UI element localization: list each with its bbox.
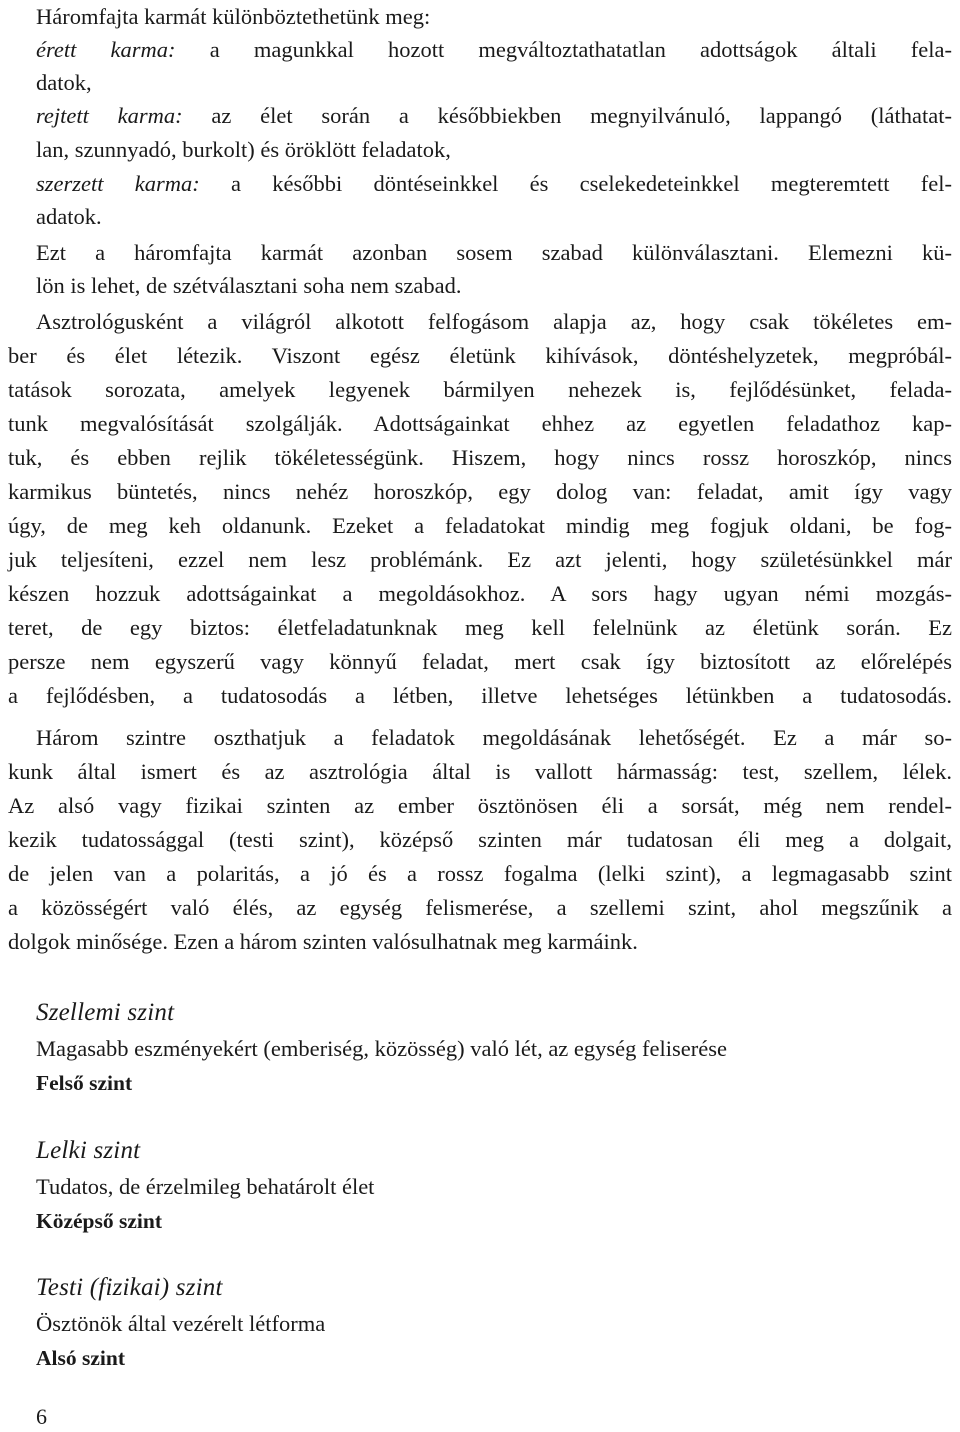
level-emotional (36, 1134, 952, 1238)
hidden-karma-line-cont: lan, szunnyadó, burkolt) és öröklött feladatok, (36, 137, 451, 162)
hidden-karma-line (36, 99, 952, 133)
paragraph-line: persze nem egyszerű vagy könnyű feladat, mert csak így biztosított az előrelépés (8, 649, 952, 674)
acquired-karma-text: a későbbi döntéseinkkel és cselekedeteinkkel megteremtett fel- (199, 171, 952, 196)
acquired-karma-line (36, 167, 952, 201)
paragraph-line: kezik tudatossággal (testi szint), középső szinten már tudatosan éli meg a dolgait, (8, 827, 952, 852)
paragraph-line: készen hozzuk adottságainkat a megoldásokhoz. A sors hagy ugyan némi mozgás- (8, 581, 952, 606)
paragraph-line: úgy, de meg keh oldanunk. Ezeket a feladatokat mindig meg fogjuk oldani, be fog- (8, 513, 952, 538)
mature-karma-text: a magunkkal hozott megváltoztathatatlan adottságok általi fela- (175, 37, 952, 62)
level-physical (36, 1271, 952, 1375)
paragraph-line: Ezt a háromfajta karmát azonban sosem szabad különválasztani. Elemezni kü- (36, 240, 952, 265)
mature-karma-term: érett karma: (36, 37, 176, 62)
level-name: Szellemi szint (36, 999, 175, 1026)
level-name: Lelki szint (36, 1137, 141, 1164)
paragraph-line: tatások sorozata, amelyek legyenek bármilyen nehezek is, fejlődésünket, felada- (8, 377, 952, 402)
paragraph-line: de jelen van a polaritás, a jó és a rossz fogalma (lelki szint), a legmagasabb szint (8, 861, 952, 886)
acquired-karma-term: szerzett karma: (36, 171, 200, 196)
level-rank: Felső szint (36, 1071, 133, 1095)
page-number: 6 (36, 1404, 47, 1429)
paragraph-line: karmikus büntetés, nincs nehéz horoszkóp, egy dolog van: feladat, amit így vagy (8, 479, 952, 504)
intro-line: Háromfajta karmát különböztethetünk meg: (36, 4, 431, 29)
level-spiritual (36, 996, 952, 1100)
paragraph-line: tuk, és ebben rejlik tökéletességünk. Hiszem, hogy nincs rossz horoszkóp, nincs (8, 445, 952, 470)
paragraph-line: Az alsó vagy fizikai szinten az ember ösztönösen éli a sorsát, még nem rendel- (8, 793, 952, 818)
paragraph-line: Három szintre oszthatjuk a feladatok megoldásának lehetőségét. Ez a már so- (36, 725, 952, 750)
paragraph-line: lön is lehet, de szétválasztani soha nem szabad. (36, 273, 462, 298)
level-rank: Középső szint (36, 1209, 163, 1233)
hidden-karma-term: rejtett karma: (36, 103, 183, 128)
hidden-karma-text: az élet során a későbbiekben megnyilvánuló, lappangó (láthatat- (182, 103, 952, 128)
paragraph-line: a fejlődésben, a tudatosodás a létben, illetve lehetséges létünkben a tudatosodás. (8, 683, 952, 708)
level-name: Testi (fizikai) szint (36, 1274, 223, 1301)
level-description: Tudatos, de érzelmileg behatárolt élet (36, 1174, 375, 1199)
level-description: Magasabb eszményekért (emberiség, közösség) való lét, az egység feliserése (36, 1036, 727, 1061)
level-rank: Alsó szint (36, 1346, 125, 1370)
level-description: Ösztönök által vezérelt létforma (36, 1311, 326, 1336)
paragraph-line: ber és élet létezik. Viszont egész életünk kihívások, döntéshelyzetek, megpróbál- (8, 343, 952, 368)
paragraph-line: Asztrológusként a világról alkotott felfogásom alapja az, hogy csak tökéletes em- (36, 309, 952, 334)
mature-karma-line-cont: datok, (36, 70, 92, 95)
paragraph-line: kunk által ismert és az asztrológia által is vallott hármasság: test, szellem, lélek. (8, 759, 952, 784)
paragraph-line: a közösségért való élés, az egység felismerése, a szellemi szint, ahol megszűnik a (8, 895, 952, 920)
paragraph-line: dolgok minősége. Ezen a három szinten valósulhatnak meg karmáink. (8, 929, 638, 954)
paragraph-line: juk teljesíteni, ezzel nem lesz problémánk. Ez azt jelenti, hogy születésünkkel már (8, 547, 952, 572)
paragraph-line: tunk megvalósítását szolgálják. Adottságainkat ehhez az egyetlen feladathoz kap- (8, 411, 952, 436)
acquired-karma-line-cont: adatok. (36, 204, 102, 229)
mature-karma-line (36, 33, 952, 67)
paragraph-line: teret, de egy biztos: életfeladatunknak meg kell felelnünk az életünk során. Ez (8, 615, 952, 640)
